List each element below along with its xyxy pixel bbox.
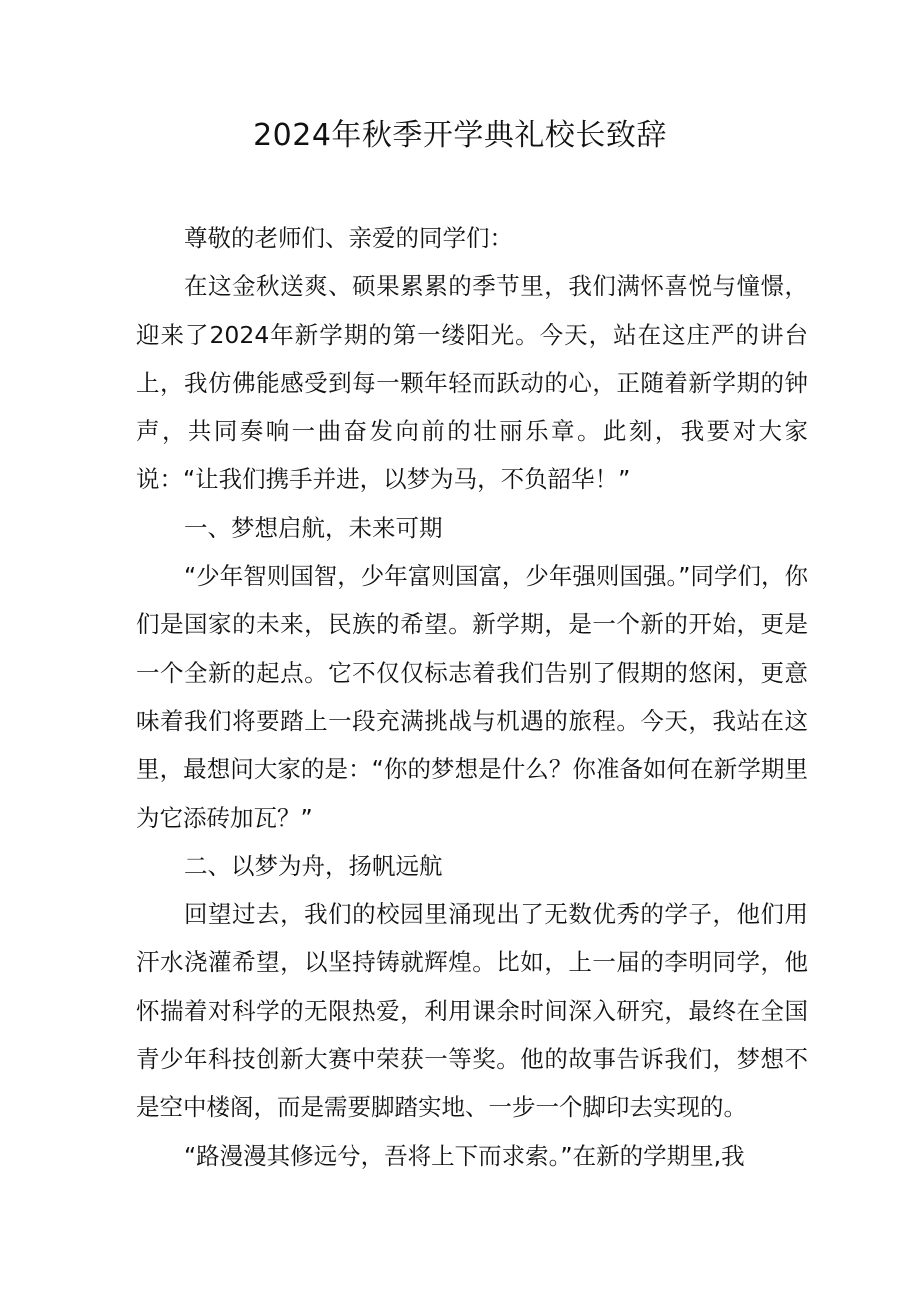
document-title: 2024年秋季开学典礼校长致辞 xyxy=(253,118,667,153)
body-paragraph: 回望过去，我们的校园里涌现出了无数优秀的学子，他们用汗水浇灌希望，以坚持铸就辉煌。比如，上一届的李明同学，他怀揣着对科学的无限热爱，利用课余时间深入研究，最终在全国青少年科技创新大赛中荣获一等奖。他的故事告诉我们，梦想不是空中楼阁，而是需要脚踏实地、一步一个脚印去实现的。 xyxy=(136,900,808,1122)
salutation-paragraph: 尊敬的老师们、亲爱的同学们： xyxy=(184,224,513,252)
document-body xyxy=(136,214,808,1180)
body-paragraph: 在这金秋送爽、硕果累累的季节里，我们满怀喜悦与憧憬，迎来了2024年新学期的第一缕阳光。今天，站在这庄严的讲台上，我仿佛能感受到每一颗年轻而跃动的心，正随着新学期的钟声，共同奏响一曲奋发向前的壮丽乐章。此刻，我要对大家说：“让我们携手并进，以梦为马，不负韶华！” xyxy=(136,272,808,494)
section-heading: 一、梦想启航，未来可期 xyxy=(184,513,443,542)
section-heading: 二、以梦为舟，扬帆远航 xyxy=(184,851,443,880)
body-paragraph: “路漫漫其修远兮，吾将上下而求索。”在新的学期里,我 xyxy=(184,1141,745,1170)
body-paragraph: “少年智则国智，少年富则国富，少年强则国强。”同学们，你们是国家的未来，民族的希望。新学期，是一个新的开始，更是一个全新的起点。它不仅仅标志着我们告别了假期的悠闲，更意味着我们将要踏上一段充满挑战与机遇的旅程。今天，我站在这里，最想问大家的是：“你的梦想是什么？你准备如何在新学期里为它添砖加瓦？” xyxy=(136,562,808,832)
